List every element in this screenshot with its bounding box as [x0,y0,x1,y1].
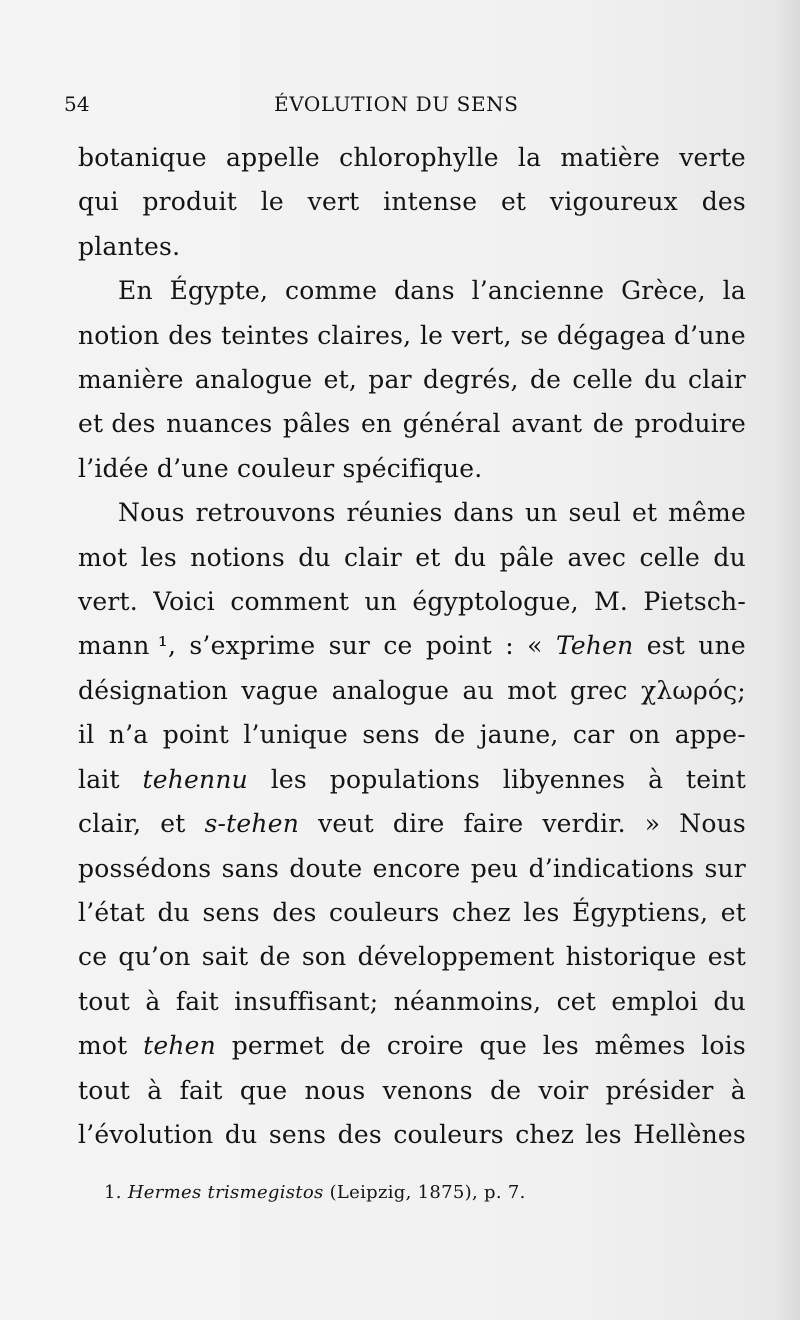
footnote [104,1182,526,1203]
text-line: et des nuances pâles en général avant de produire [78,409,746,439]
text-line: désignation vague analogue au mot grec χλωρός; [78,675,746,705]
italic-term: s-tehen [204,809,300,839]
text-line: manière analogue et, par degrés, de celle du clair [78,365,746,395]
text-line: tout à fait que nous venons de voir présider à [78,1075,746,1105]
running-title: ÉVOLUTION DU SENS [274,92,519,116]
text-line: tout à fait insuffisant; néanmoins, cet emploi du [78,986,746,1016]
text-line: mann ¹, s’exprime sur ce point : « Tehen est une [78,624,746,668]
text-line: mot tehen permet de croire que les mêmes lois [78,1024,746,1068]
page-edge-shadow [774,0,800,1320]
text-line: botanique appelle chlorophylle la matière verte [78,143,746,172]
text-line: clair, et s-tehen veut dire faire verdir. » Nous [78,802,746,846]
text-line: vert. Voici comment un égyptologue, M. Pietsch- [78,587,746,617]
text-line: il n’a point l’unique sens de jaune, car on appe- [78,720,746,750]
text-line: possédons sans doute encore peu d’indications sur [78,853,746,883]
text-line: l’idée d’une couleur spécifique. [78,453,483,483]
body-text [78,136,746,1157]
text-line: ce qu’on sait de son développement historique est [78,942,746,972]
footnote-number: 1. [104,1182,122,1203]
text-line: Nous retrouvons réunies dans un seul et même [118,498,746,528]
footnote-citation: (Leipzig, 1875), p. 7. [329,1182,526,1203]
text-line: mot les notions du clair et du pâle avec celle du [78,542,746,572]
footnote-title: Hermes trismegistos [127,1182,324,1203]
text-line: qui produit le vert intense et vigoureux des [78,187,746,217]
italic-term: tehennu [142,764,248,794]
text-line: l’état du sens des couleurs chez les Égyptiens, et [78,897,746,927]
page-header [64,92,740,120]
text-line: plantes. [78,231,181,261]
italic-term: Tehen [555,631,634,661]
page-number: 54 [64,92,90,116]
text-line: lait tehennu les populations libyennes à teint [78,758,746,802]
text-line: notion des teintes claires, le vert, se dégagea d’une [78,320,746,350]
italic-term: tehen [143,1031,216,1061]
text-line: En Égypte, comme dans l’ancienne Grèce, la [118,276,746,306]
text-line: l’évolution du sens des couleurs chez les Hellènes [78,1119,746,1149]
